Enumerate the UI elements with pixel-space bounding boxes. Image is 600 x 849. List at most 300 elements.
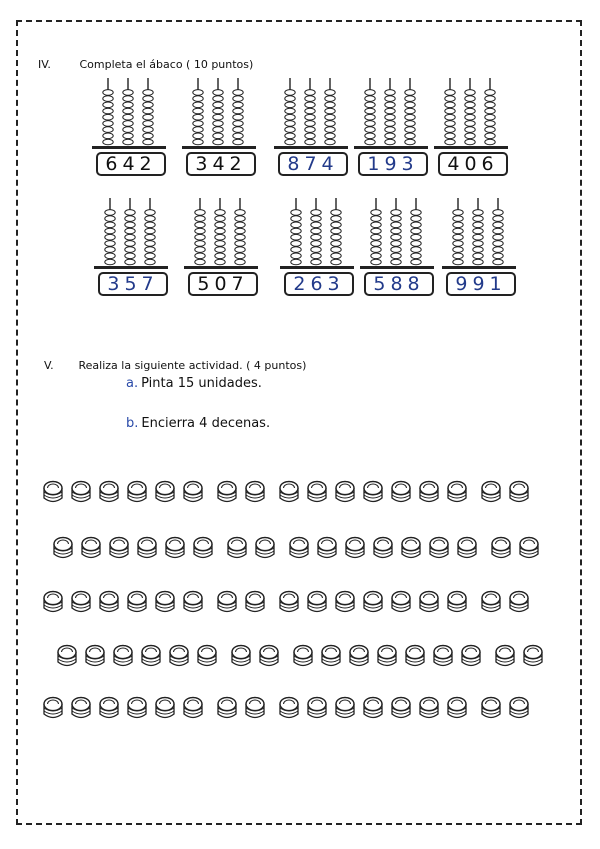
- abacus-bead: [365, 96, 375, 102]
- abacus-bead: [473, 247, 483, 253]
- abacus-drawing: [432, 76, 522, 156]
- coin-stack-icon: [432, 644, 454, 670]
- abacus-bead: [145, 247, 155, 253]
- abacus-bead: [365, 121, 375, 127]
- abacus-bead: [123, 96, 133, 102]
- abacus-bead: [195, 216, 205, 222]
- coin-stack-icon: [376, 644, 398, 670]
- coin-stack-icon: [108, 536, 130, 562]
- abacus-bead: [325, 121, 335, 127]
- abacus-bead: [233, 96, 243, 102]
- abacus-bead: [365, 139, 375, 145]
- abacus-bead: [143, 127, 153, 133]
- section-iv-title: Completa el ábaco ( 10 puntos): [79, 58, 254, 71]
- abacus: [180, 76, 270, 176]
- coin-stack-icon: [446, 696, 468, 722]
- abacus-bead: [465, 127, 475, 133]
- abacus-bead: [371, 259, 381, 265]
- abacus-bead: [233, 108, 243, 114]
- abacus-bead: [371, 253, 381, 259]
- abacus: [182, 196, 272, 296]
- abacus-bead: [195, 253, 205, 259]
- abacus-bead: [125, 247, 135, 253]
- abacus-bead: [493, 234, 503, 240]
- abacus-bead: [145, 222, 155, 228]
- abacus-bead: [103, 127, 113, 133]
- abacus-bead: [385, 90, 395, 96]
- abacus-bead: [235, 216, 245, 222]
- abacus-bead: [453, 259, 463, 265]
- abacus-bead: [331, 253, 341, 259]
- abacus-bead: [123, 127, 133, 133]
- abacus-bead: [285, 139, 295, 145]
- abacus-bead: [103, 96, 113, 102]
- abacus-bead: [493, 210, 503, 216]
- abacus-bead: [445, 108, 455, 114]
- abacus-bead: [391, 241, 401, 247]
- abacus-bead: [103, 121, 113, 127]
- abacus-bead: [123, 133, 133, 139]
- abacus-bead: [143, 108, 153, 114]
- coin-stack-icon: [42, 480, 64, 506]
- abacus-base: [434, 146, 508, 149]
- abacus-bead: [143, 139, 153, 145]
- coin-stack-icon: [456, 536, 478, 562]
- abacus: [92, 196, 182, 296]
- abacus-bead: [123, 114, 133, 120]
- abacus-bead: [473, 234, 483, 240]
- abacus-bead: [445, 102, 455, 108]
- abacus-bead: [331, 259, 341, 265]
- abacus-bead: [311, 259, 321, 265]
- abacus-bead: [493, 259, 503, 265]
- abacus-bead: [235, 247, 245, 253]
- task-a-letter: a.: [126, 376, 139, 391]
- abacus-bead: [405, 139, 415, 145]
- abacus-bead: [125, 234, 135, 240]
- coin-stack-icon: [168, 644, 190, 670]
- abacus-bead: [215, 228, 225, 234]
- abacus-bead: [453, 247, 463, 253]
- abacus: [272, 76, 362, 176]
- abacus-bead: [233, 114, 243, 120]
- abacus-bead: [311, 247, 321, 253]
- coin-stack-icon: [446, 480, 468, 506]
- abacus-bead: [213, 133, 223, 139]
- coin-stack-icon: [244, 590, 266, 616]
- abacus-bead: [473, 253, 483, 259]
- abacus-bead: [411, 253, 421, 259]
- abacus-bead: [453, 228, 463, 234]
- abacus-bead: [391, 253, 401, 259]
- abacus-bead: [405, 114, 415, 120]
- abacus-drawing: [358, 196, 448, 276]
- abacus-bead: [465, 133, 475, 139]
- abacus-bead: [193, 90, 203, 96]
- abacus-drawing: [272, 76, 362, 156]
- section-iv-number: IV.: [38, 58, 51, 71]
- abacus-bead: [453, 216, 463, 222]
- abacus-bead: [325, 102, 335, 108]
- abacus-bead: [325, 108, 335, 114]
- abacus-bead: [235, 234, 245, 240]
- abacus-bead: [123, 90, 133, 96]
- abacus-bead: [445, 127, 455, 133]
- abacus-bead: [485, 102, 495, 108]
- coin-stack-icon: [126, 480, 148, 506]
- abacus-bead: [123, 102, 133, 108]
- task-a-text: Pinta 15 unidades.: [141, 376, 262, 391]
- abacus-number-box: 342: [186, 152, 256, 176]
- abacus-base: [94, 266, 168, 269]
- abacus-bead: [195, 247, 205, 253]
- abacus-bead: [411, 228, 421, 234]
- abacus-bead: [385, 139, 395, 145]
- section-v-heading: [44, 359, 306, 372]
- abacus-bead: [235, 259, 245, 265]
- abacus-bead: [145, 253, 155, 259]
- abacus-bead: [485, 114, 495, 120]
- coin-stack-icon: [98, 480, 120, 506]
- coin-stack-icon: [418, 696, 440, 722]
- coin-stack-icon: [216, 590, 238, 616]
- abacus-bead: [143, 114, 153, 120]
- abacus-number-box: 588: [364, 272, 434, 296]
- abacus: [358, 196, 448, 296]
- abacus-bead: [143, 96, 153, 102]
- abacus-bead: [235, 210, 245, 216]
- coin-stack-icon: [244, 696, 266, 722]
- coin-stack-icon: [390, 480, 412, 506]
- section-v-title: Realiza la siguiente actividad. ( 4 puntos): [78, 359, 307, 372]
- coin-stack-icon: [80, 536, 102, 562]
- coin-stack-icon: [98, 696, 120, 722]
- coin-stack-icon: [154, 696, 176, 722]
- task-b-letter: b.: [126, 416, 139, 431]
- abacus-bead: [291, 228, 301, 234]
- abacus-bead: [215, 247, 225, 253]
- abacus-bead: [371, 241, 381, 247]
- abacus-drawing: [90, 76, 180, 156]
- coin-stack-icon: [334, 590, 356, 616]
- coin-stack-icon: [372, 536, 394, 562]
- abacus-number-box: 193: [358, 152, 428, 176]
- abacus-bead: [215, 222, 225, 228]
- abacus-bead: [473, 259, 483, 265]
- abacus-bead: [291, 210, 301, 216]
- section-v-number: V.: [44, 359, 54, 372]
- abacus-drawing: [180, 76, 270, 156]
- abacus-bead: [331, 222, 341, 228]
- abacus-bead: [453, 222, 463, 228]
- coin-stack-icon: [288, 536, 310, 562]
- coin-stack-icon: [42, 590, 64, 616]
- abacus-bead: [331, 247, 341, 253]
- coin-stack-icon: [480, 590, 502, 616]
- coin-stack-icon: [154, 480, 176, 506]
- abacus-bead: [125, 259, 135, 265]
- abacus-bead: [233, 90, 243, 96]
- abacus-bead: [445, 114, 455, 120]
- coin-stack-icon: [400, 536, 422, 562]
- abacus-bead: [291, 216, 301, 222]
- abacus-bead: [391, 210, 401, 216]
- coin-stack-icon: [164, 536, 186, 562]
- abacus-bead: [325, 90, 335, 96]
- abacus-bead: [391, 259, 401, 265]
- abacus-bead: [473, 210, 483, 216]
- abacus-bead: [125, 228, 135, 234]
- coin-stack-icon: [196, 644, 218, 670]
- abacus-bead: [145, 234, 155, 240]
- abacus-bead: [405, 121, 415, 127]
- abacus: [90, 76, 180, 176]
- abacus-bead: [331, 228, 341, 234]
- abacus-bead: [215, 210, 225, 216]
- coin-stack-icon: [136, 536, 158, 562]
- abacus-bead: [285, 121, 295, 127]
- coin-stack-icon: [52, 536, 74, 562]
- abacus-bead: [193, 102, 203, 108]
- abacus-bead: [305, 90, 315, 96]
- coin-stack-icon: [480, 696, 502, 722]
- abacus-bead: [215, 241, 225, 247]
- abacus-bead: [411, 234, 421, 240]
- abacus-bead: [213, 90, 223, 96]
- abacus-bead: [143, 121, 153, 127]
- abacus-bead: [305, 127, 315, 133]
- abacus-bead: [233, 127, 243, 133]
- abacus-bead: [493, 241, 503, 247]
- task-b-text: Encierra 4 decenas.: [141, 416, 271, 431]
- coin-stack-icon: [244, 480, 266, 506]
- abacus-bead: [365, 127, 375, 133]
- abacus-base: [354, 146, 428, 149]
- abacus-bead: [391, 247, 401, 253]
- abacus-bead: [371, 247, 381, 253]
- abacus-bead: [291, 234, 301, 240]
- coin-stack-icon: [522, 644, 544, 670]
- abacus-bead: [311, 222, 321, 228]
- abacus-bead: [305, 102, 315, 108]
- abacus-bead: [143, 90, 153, 96]
- abacus-number-box: 874: [278, 152, 348, 176]
- abacus-base: [280, 266, 354, 269]
- abacus-bead: [405, 133, 415, 139]
- abacus-bead: [291, 253, 301, 259]
- abacus-bead: [453, 241, 463, 247]
- abacus-bead: [411, 259, 421, 265]
- abacus-bead: [285, 127, 295, 133]
- abacus-bead: [105, 241, 115, 247]
- abacus-bead: [195, 210, 205, 216]
- abacus-bead: [385, 121, 395, 127]
- abacus-bead: [291, 259, 301, 265]
- abacus-base: [360, 266, 434, 269]
- coin-stack-icon: [56, 644, 78, 670]
- coin-stack-icon: [292, 644, 314, 670]
- abacus-base: [442, 266, 516, 269]
- coin-stack-icon: [344, 536, 366, 562]
- abacus-bead: [145, 241, 155, 247]
- coin-stack-icon: [226, 536, 248, 562]
- abacus-number-box: 357: [98, 272, 168, 296]
- abacus-bead: [105, 253, 115, 259]
- coin-stack-icon: [418, 590, 440, 616]
- abacus-bead: [305, 96, 315, 102]
- abacus-bead: [145, 228, 155, 234]
- abacus-bead: [285, 108, 295, 114]
- abacus-bead: [233, 121, 243, 127]
- abacus-bead: [405, 108, 415, 114]
- abacus-bead: [453, 210, 463, 216]
- coin-stack-icon: [216, 480, 238, 506]
- coin-stack-icon: [278, 590, 300, 616]
- abacus-bead: [305, 133, 315, 139]
- coin-stack-icon: [126, 590, 148, 616]
- abacus-bead: [405, 90, 415, 96]
- abacus-bead: [193, 121, 203, 127]
- abacus-bead: [465, 102, 475, 108]
- abacus-bead: [195, 234, 205, 240]
- abacus-bead: [105, 234, 115, 240]
- coin-stack-icon: [334, 480, 356, 506]
- abacus-bead: [453, 253, 463, 259]
- coin-stack-icon: [84, 644, 106, 670]
- abacus-bead: [233, 133, 243, 139]
- abacus-bead: [105, 210, 115, 216]
- abacus-bead: [371, 222, 381, 228]
- abacus-base: [274, 146, 348, 149]
- abacus-bead: [385, 133, 395, 139]
- coin-stack-icon: [230, 644, 252, 670]
- abacus-bead: [305, 121, 315, 127]
- abacus-bead: [285, 133, 295, 139]
- coin-stack-icon: [362, 696, 384, 722]
- abacus-bead: [193, 133, 203, 139]
- abacus-bead: [485, 127, 495, 133]
- coin-stack-icon: [258, 644, 280, 670]
- abacus-bead: [143, 102, 153, 108]
- coin-stack-icon: [508, 696, 530, 722]
- abacus-bead: [485, 90, 495, 96]
- coin-stack-icon: [508, 480, 530, 506]
- abacus-drawing: [278, 196, 368, 276]
- abacus-base: [182, 146, 256, 149]
- abacus-bead: [331, 210, 341, 216]
- abacus-bead: [103, 114, 113, 120]
- coin-stack-icon: [518, 536, 540, 562]
- abacus-bead: [125, 216, 135, 222]
- abacus-bead: [305, 108, 315, 114]
- coin-stack-icon: [278, 480, 300, 506]
- coin-stack-icon: [112, 644, 134, 670]
- abacus-bead: [465, 96, 475, 102]
- coin-stack-icon: [278, 696, 300, 722]
- abacus-bead: [391, 228, 401, 234]
- abacus-number-box: 263: [284, 272, 354, 296]
- abacus-bead: [391, 234, 401, 240]
- abacus-bead: [125, 241, 135, 247]
- abacus-bead: [311, 234, 321, 240]
- coin-stack-icon: [508, 590, 530, 616]
- coin-stack-icon: [316, 536, 338, 562]
- abacus-bead: [311, 241, 321, 247]
- abacus-bead: [493, 222, 503, 228]
- abacus-bead: [411, 216, 421, 222]
- abacus-bead: [215, 259, 225, 265]
- abacus-bead: [145, 210, 155, 216]
- abacus-bead: [371, 210, 381, 216]
- coin-stack-icon: [182, 590, 204, 616]
- abacus-bead: [325, 133, 335, 139]
- abacus-bead: [465, 139, 475, 145]
- abacus: [352, 76, 442, 176]
- abacus-bead: [465, 114, 475, 120]
- abacus-base: [92, 146, 166, 149]
- coin-stack-icon: [320, 644, 342, 670]
- abacus-number-box: 991: [446, 272, 516, 296]
- coin-stack-icon: [334, 696, 356, 722]
- abacus-bead: [473, 228, 483, 234]
- abacus-number-box: 642: [96, 152, 166, 176]
- abacus-bead: [385, 102, 395, 108]
- abacus-bead: [195, 228, 205, 234]
- abacus-bead: [291, 222, 301, 228]
- abacus-bead: [371, 228, 381, 234]
- coin-stack-icon: [42, 696, 64, 722]
- abacus-bead: [485, 121, 495, 127]
- abacus-bead: [213, 114, 223, 120]
- abacus-bead: [385, 96, 395, 102]
- abacus-bead: [125, 210, 135, 216]
- abacus-bead: [235, 228, 245, 234]
- coin-stack-icon: [154, 590, 176, 616]
- abacus-bead: [385, 127, 395, 133]
- abacus-drawing: [182, 196, 272, 276]
- abacus-drawing: [352, 76, 442, 156]
- abacus-bead: [233, 139, 243, 145]
- abacus-bead: [311, 216, 321, 222]
- abacus-bead: [445, 96, 455, 102]
- coin-stack-icon: [306, 480, 328, 506]
- abacus-bead: [195, 222, 205, 228]
- abacus-bead: [213, 102, 223, 108]
- abacus-bead: [215, 234, 225, 240]
- coin-stack-icon: [362, 590, 384, 616]
- abacus-bead: [445, 139, 455, 145]
- abacus-bead: [193, 139, 203, 145]
- coin-stack-icon: [460, 644, 482, 670]
- coin-stack-icon: [98, 590, 120, 616]
- abacus-bead: [143, 133, 153, 139]
- abacus-bead: [411, 210, 421, 216]
- abacus-bead: [193, 96, 203, 102]
- abacus-bead: [325, 139, 335, 145]
- coin-stack-icon: [348, 644, 370, 670]
- abacus-bead: [105, 259, 115, 265]
- abacus-bead: [485, 133, 495, 139]
- abacus-bead: [125, 222, 135, 228]
- abacus-bead: [473, 241, 483, 247]
- coin-stack-icon: [254, 536, 276, 562]
- abacus-bead: [285, 114, 295, 120]
- abacus-bead: [473, 216, 483, 222]
- abacus-bead: [365, 108, 375, 114]
- abacus-bead: [331, 216, 341, 222]
- abacus-bead: [465, 121, 475, 127]
- coin-stack-icon: [182, 696, 204, 722]
